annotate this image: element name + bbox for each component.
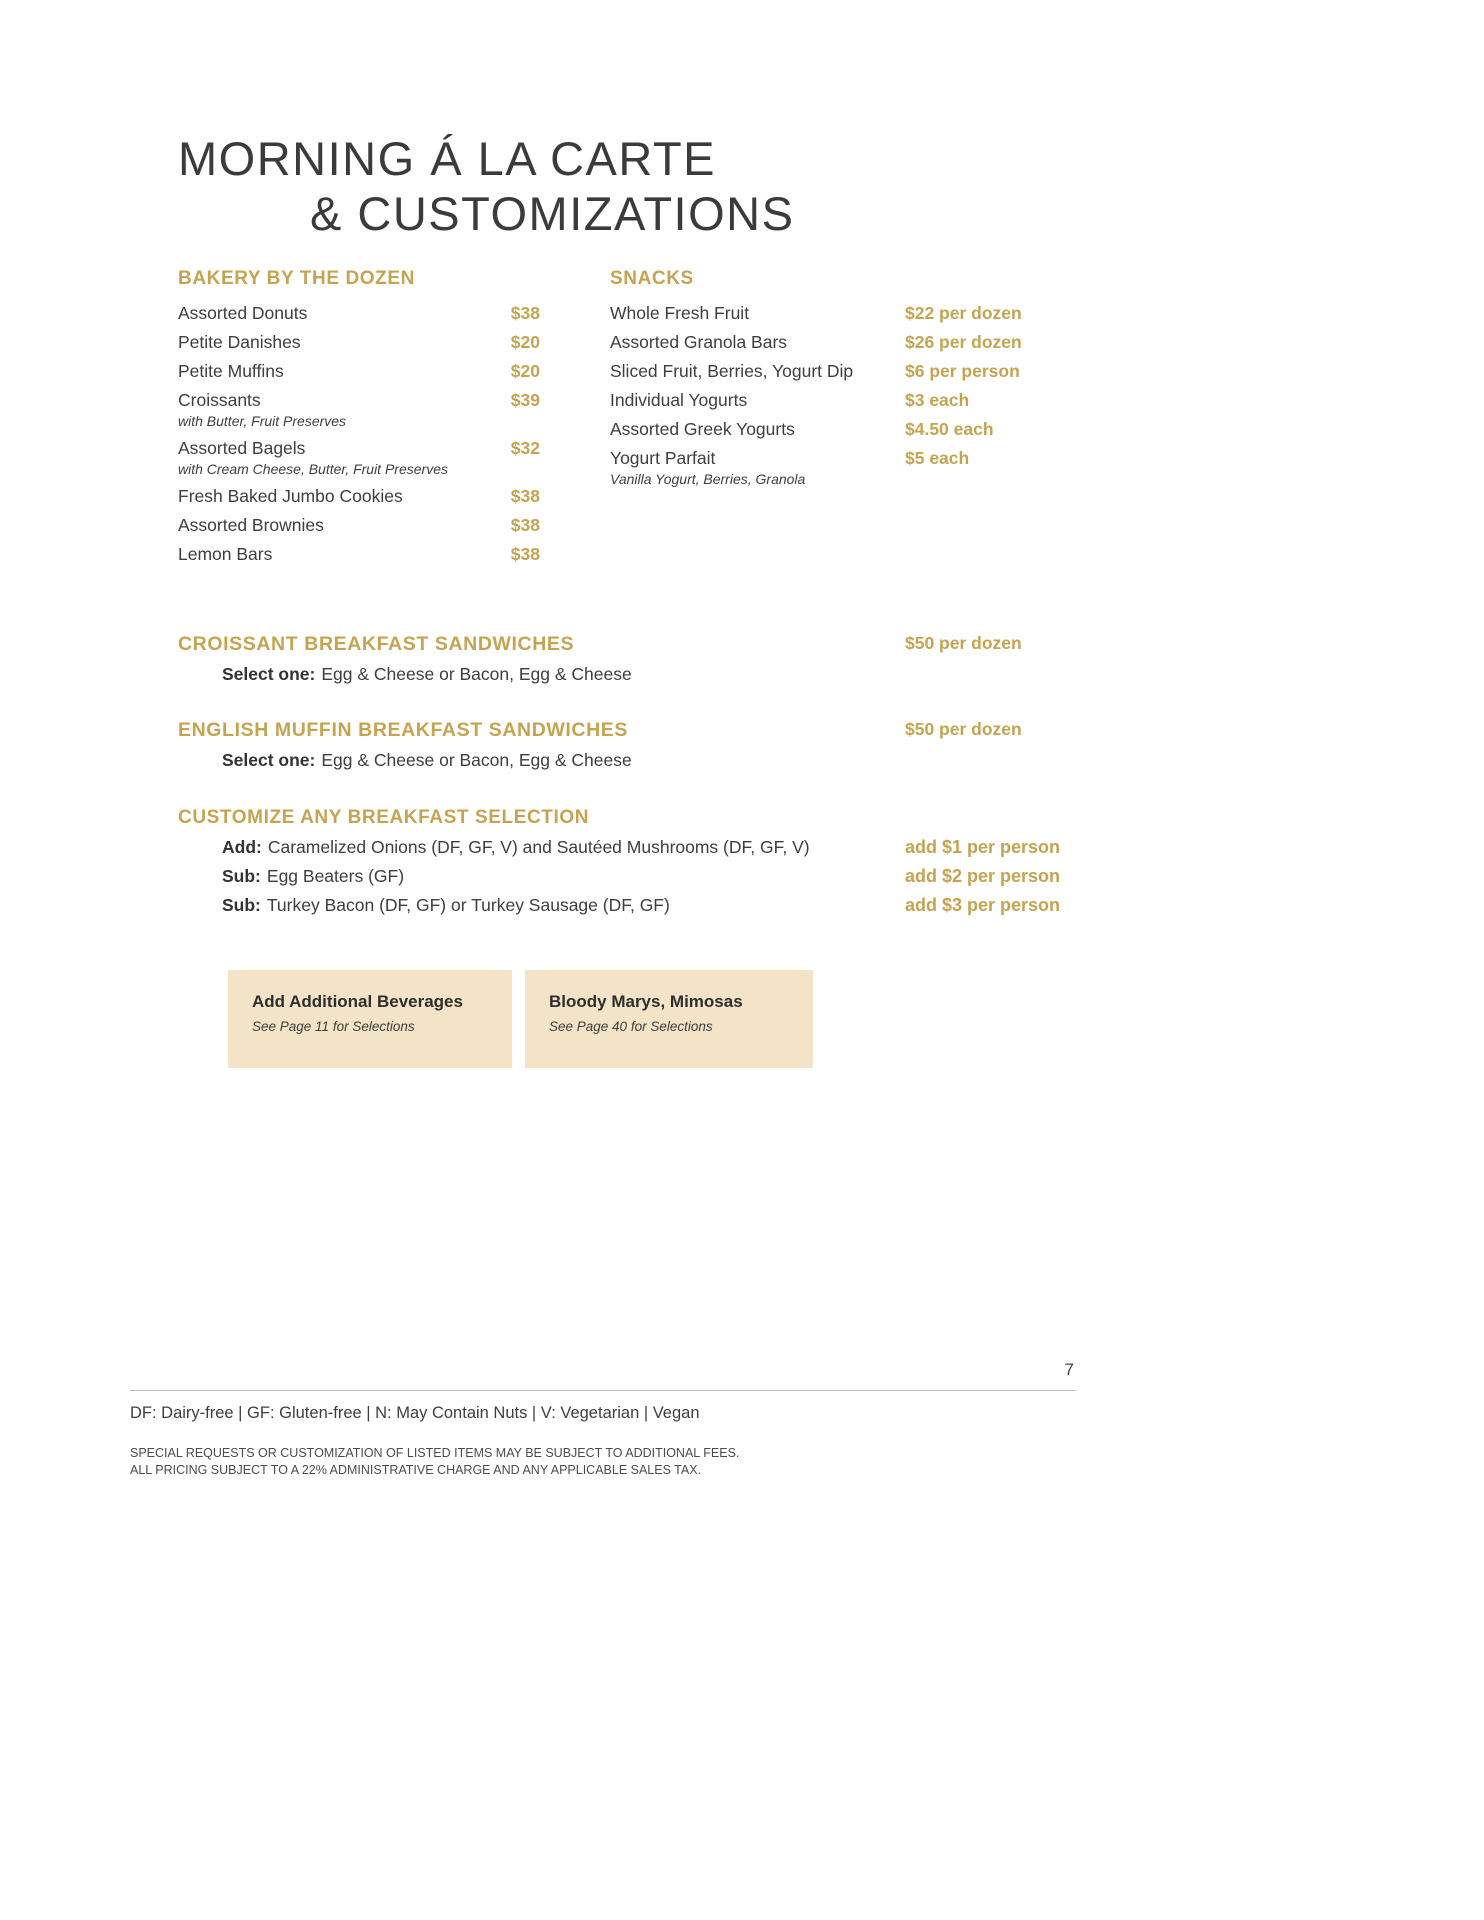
item-name: Fresh Baked Jumbo Cookies <box>178 485 403 506</box>
item-name: Petite Muffins <box>178 360 284 381</box>
item-price: $3 each <box>905 389 970 410</box>
item-name: Assorted Greek Yogurts <box>610 418 795 439</box>
menu-item-row <box>178 386 540 415</box>
item-note: with Butter, Fruit Preserves <box>178 412 347 429</box>
item-name: Assorted Brownies <box>178 514 324 535</box>
menu-item-row <box>178 357 540 386</box>
menu-item-row <box>178 482 540 511</box>
customize-desc: Turkey Bacon (DF, GF) or Turkey Sausage (DF, GF) <box>266 894 670 915</box>
section-header: CROISSANT BREAKFAST SANDWICHES <box>178 632 575 655</box>
section-header: CUSTOMIZE ANY BREAKFAST SELECTION <box>178 806 590 828</box>
section-header-row <box>178 719 1096 742</box>
footer-divider <box>130 1390 1076 1391</box>
snacks-section <box>610 268 1096 569</box>
select-label: Select one: <box>222 749 316 770</box>
english-muffin-sandwiches-section <box>178 719 1096 771</box>
customize-desc: Caramelized Onions (DF, GF, V) and Sautéed Mushrooms (DF, GF, V) <box>267 836 810 857</box>
section-header: ENGLISH MUFFIN BREAKFAST SANDWICHES <box>178 718 628 741</box>
section-price: $50 per dozen <box>905 632 1022 653</box>
customize-row <box>178 837 1096 858</box>
item-name: Individual Yogurts <box>610 389 748 410</box>
item-price: $22 per dozen <box>905 302 1022 323</box>
customize-price: add $3 per person <box>905 894 1061 915</box>
select-label: Select one: <box>222 663 316 684</box>
item-price: $38 <box>510 543 540 564</box>
item-price: $20 <box>510 331 540 352</box>
item-name: Petite Danishes <box>178 331 301 352</box>
callout-title: Add Additional Beverages <box>252 991 463 1011</box>
menu-item-row <box>178 511 540 540</box>
section-header: SNACKS <box>610 267 694 289</box>
menu-item-row <box>178 540 540 569</box>
customize-section <box>178 807 1096 916</box>
customize-price: add $1 per person <box>905 836 1061 857</box>
bakery-section <box>178 268 540 569</box>
customize-row <box>178 866 1096 887</box>
item-price: $20 <box>510 360 540 381</box>
customize-text <box>178 866 905 887</box>
customize-text <box>178 895 905 916</box>
alacarte-columns <box>178 268 1096 569</box>
callout-box-beverages <box>228 970 512 1068</box>
item-name: Lemon Bars <box>178 543 273 564</box>
menu-item-row <box>610 299 1096 328</box>
item-price: $39 <box>510 389 540 410</box>
callout-boxes <box>228 970 1096 1068</box>
item-name: Assorted Donuts <box>178 302 308 323</box>
item-name: Whole Fresh Fruit <box>610 302 750 323</box>
select-text: Egg & Cheese or Bacon, Egg & Cheese <box>321 749 632 770</box>
item-note: with Cream Cheese, Butter, Fruit Preserves <box>178 460 448 477</box>
customize-label: Sub: <box>222 894 261 915</box>
footer-note-1: SPECIAL REQUESTS OR CUSTOMIZATION OF LISTED ITEMS MAY BE SUBJECT TO ADDITIONAL FEES. <box>130 1446 740 1460</box>
item-name: Croissants <box>178 389 261 410</box>
menu-item-row <box>178 434 540 463</box>
item-price: $38 <box>510 302 540 323</box>
callout-subtitle: See Page 11 for Selections <box>252 1018 415 1034</box>
menu-item-row <box>610 357 1096 386</box>
page-footer <box>130 1360 1076 1479</box>
page-title-line2: & CUSTOMIZATIONS <box>310 186 795 240</box>
footer-note-2: ALL PRICING SUBJECT TO A 22% ADMINISTRATIVE CHARGE AND ANY APPLICABLE SALES TAX. <box>130 1462 702 1477</box>
menu-item-row <box>610 415 1096 444</box>
page-title-line1: MORNING Á LA CARTE <box>178 132 717 185</box>
item-name: Sliced Fruit, Berries, Yogurt Dip <box>610 360 854 381</box>
item-price: $4.50 each <box>905 418 994 439</box>
customize-row <box>178 895 1096 916</box>
item-name: Assorted Granola Bars <box>610 331 788 352</box>
callout-subtitle: See Page 40 for Selections <box>549 1018 713 1034</box>
item-price: $5 each <box>905 447 970 468</box>
menu-content <box>178 132 1096 1068</box>
select-text: Egg & Cheese or Bacon, Egg & Cheese <box>321 663 632 684</box>
select-line <box>178 664 1096 685</box>
dietary-legend: DF: Dairy-free | GF: Gluten-free | N: May Contain Nuts | V: Vegetarian | Vegan <box>130 1404 700 1422</box>
page-number: 7 <box>1064 1360 1074 1379</box>
item-price: $38 <box>510 485 540 506</box>
item-price: $6 per person <box>905 360 1020 381</box>
croissant-sandwiches-section <box>178 633 1096 685</box>
customize-text <box>178 837 905 858</box>
select-line <box>178 750 1096 771</box>
menu-item-row <box>178 328 540 357</box>
footer-notes <box>130 1445 1076 1479</box>
item-price: $26 per dozen <box>905 331 1022 352</box>
customize-price: add $2 per person <box>905 865 1061 886</box>
section-header-row <box>178 633 1096 656</box>
section-price: $50 per dozen <box>905 718 1022 739</box>
callout-title: Bloody Marys, Mimosas <box>549 991 743 1011</box>
customize-desc: Egg Beaters (GF) <box>266 865 405 886</box>
menu-item-row <box>610 328 1096 357</box>
menu-item-row <box>610 444 1096 473</box>
item-name: Assorted Bagels <box>178 437 306 458</box>
item-name: Yogurt Parfait <box>610 447 716 468</box>
item-note: Vanilla Yogurt, Berries, Granola <box>610 470 806 487</box>
menu-item-row <box>610 386 1096 415</box>
menu-item-row <box>178 299 540 328</box>
callout-box-bloody-marys <box>525 970 813 1068</box>
page-title <box>178 132 1096 242</box>
section-header: BAKERY BY THE DOZEN <box>178 267 415 289</box>
customize-label: Add: <box>222 836 262 857</box>
item-price: $32 <box>510 437 540 458</box>
item-price: $38 <box>510 514 540 535</box>
customize-label: Sub: <box>222 865 261 886</box>
